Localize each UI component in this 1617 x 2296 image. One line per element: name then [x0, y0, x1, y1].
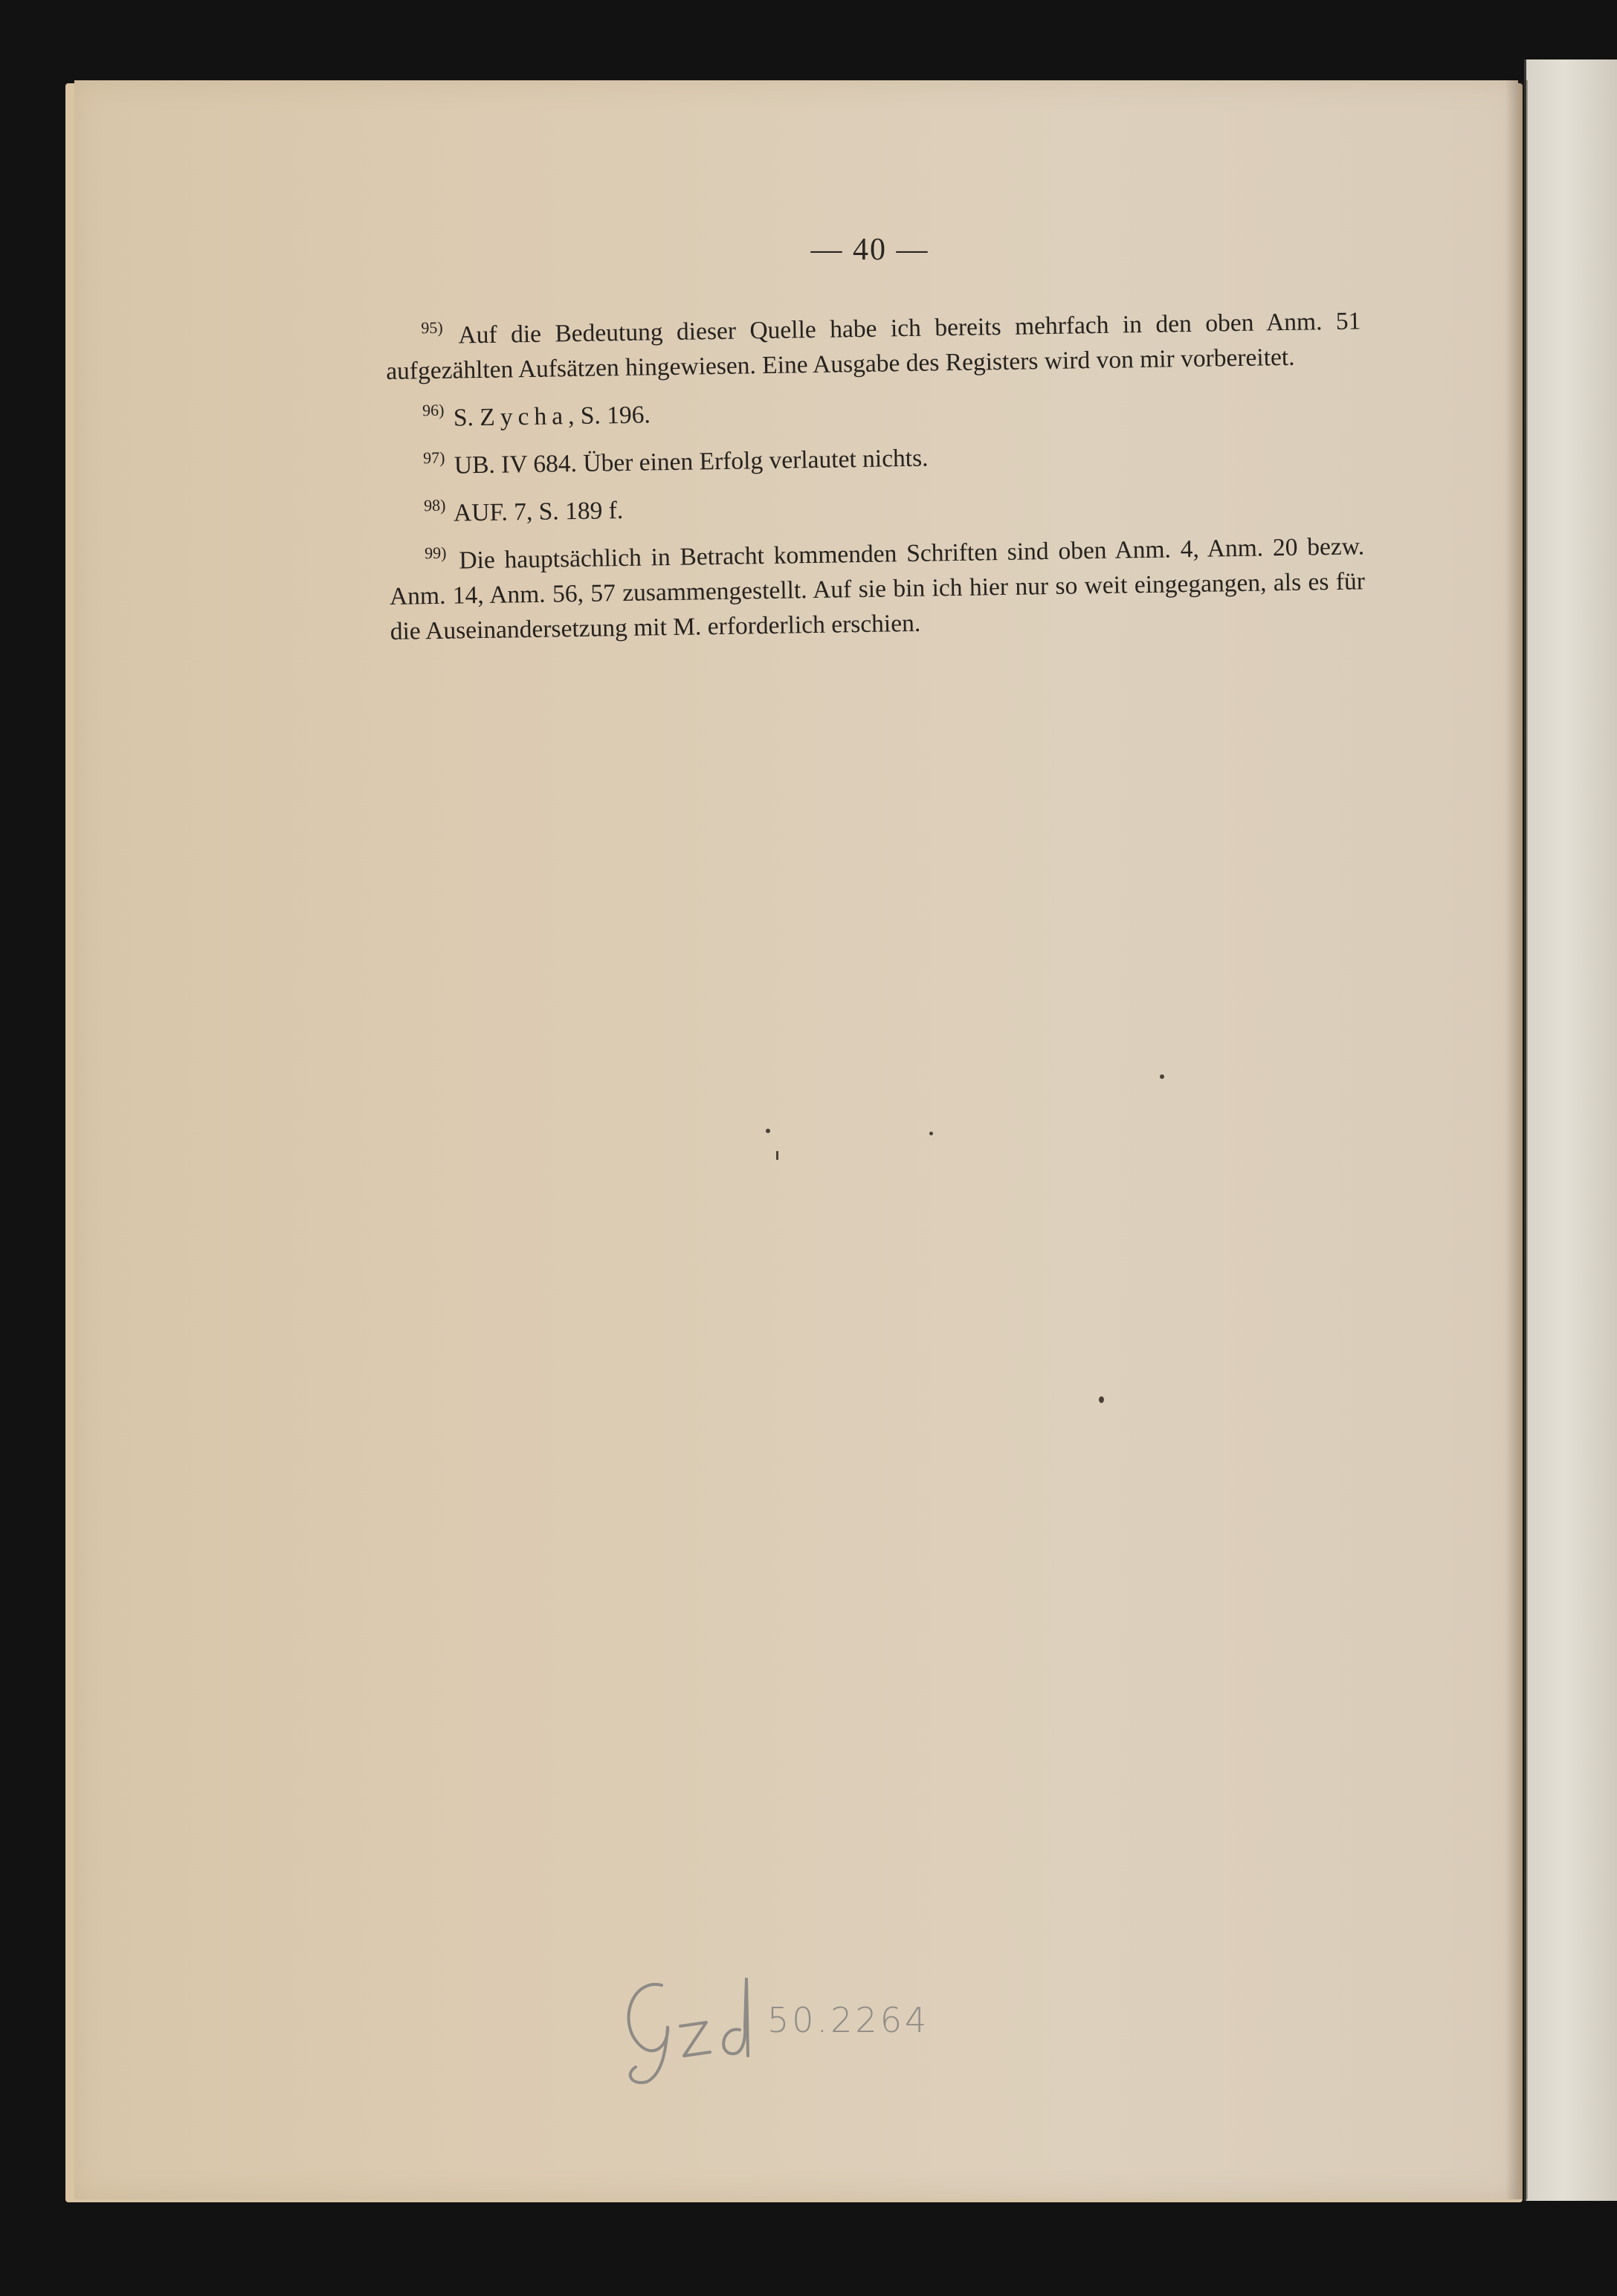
footnotes: [385, 295, 1366, 654]
footnote-text: Auf die Bedeutung dieser Quelle habe ich bereits mehrfach in den oben Anm. 51 aufgezählten Aufsätzen hingewiesen. Eine Ausgabe des Registers wird von mir vorbereitet.: [385, 307, 1361, 385]
gutter-shadow: [1505, 80, 1528, 2199]
footnote-marker: 97): [422, 448, 445, 468]
footnote-text: Die hauptsächlich in Betracht kommenden Schriften sind oben Anm. 4, Anm. 20 bezw. Anm. 14, Anm. 56, 57 zusammengestellt. Auf sie bin ich hier nur so weit eingegangen, als es für die Auseinandersetzung mit M. erforderlich erschien.: [389, 532, 1366, 645]
paper-speck: [929, 1132, 933, 1135]
footnote-text-after: , S. 196.: [567, 401, 651, 430]
footnote-95: [385, 295, 1361, 389]
shelfmark-number: 50.2264: [767, 2000, 930, 2040]
footnote-99: [389, 520, 1366, 649]
footnote-text: UB. IV 684. Über einen Erfolg verlautet nichts.: [454, 444, 929, 480]
author-name: Zycha: [480, 402, 569, 432]
page-number: — 40 —: [810, 233, 929, 267]
footnote-marker: 99): [424, 543, 447, 563]
paper-speck: [1160, 1074, 1164, 1079]
footnote-text-before: S.: [453, 404, 480, 432]
paper-speck: [776, 1151, 778, 1160]
footnote-marker: 95): [421, 317, 443, 338]
footnote-marker: 98): [423, 495, 446, 515]
facing-page-edge: [1524, 59, 1617, 2201]
footnote-marker: 96): [422, 400, 445, 420]
paper-speck: [1099, 1396, 1104, 1403]
footnote-text: AUF. 7, S. 189 f.: [453, 497, 624, 527]
paper-speck: [766, 1129, 770, 1133]
